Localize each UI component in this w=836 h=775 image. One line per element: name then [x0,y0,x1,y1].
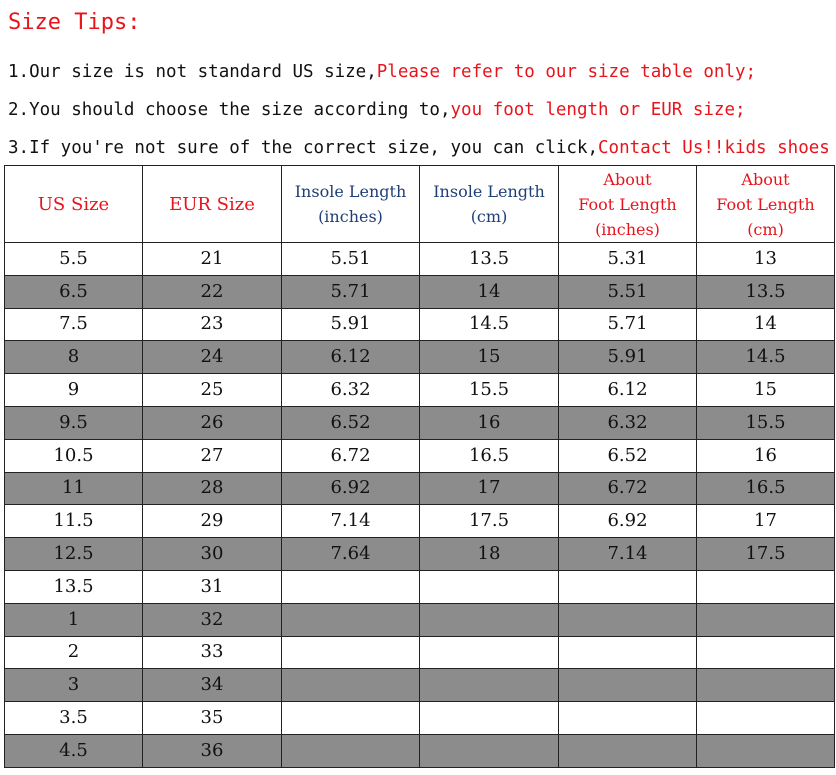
table-cell [697,570,835,603]
page-title: Size Tips: [8,10,141,35]
table-cell [420,570,559,603]
table-cell [282,702,420,735]
table-row [5,603,835,636]
table-cell: 16 [697,439,835,472]
table-cell [420,636,559,669]
table-cell [697,603,835,636]
table-cell: 10.5 [5,439,143,472]
table-cell: 15 [697,374,835,407]
table-cell: 5.51 [559,275,697,308]
table-cell [282,570,420,603]
table-cell: 7.14 [282,505,420,538]
table-row [5,374,835,407]
table-cell: 17.5 [420,505,559,538]
table-cell: 16.5 [420,439,559,472]
table-cell: 5.51 [282,243,420,276]
table-cell [420,734,559,767]
table-cell [559,603,697,636]
table-cell: 13 [697,243,835,276]
table-cell [282,636,420,669]
tip-1-highlight: Please refer to our size table only; [376,62,757,82]
tip-3 [8,138,830,158]
table-cell: 14 [697,308,835,341]
table-row [5,669,835,702]
header-insole-cm: Insole Length (cm) [420,166,559,243]
table-cell: 26 [143,406,282,439]
table-cell: 18 [420,538,559,571]
table-cell: 2 [5,636,143,669]
table-row [5,505,835,538]
table-cell: 35 [143,702,282,735]
table-cell: 7.64 [282,538,420,571]
table-cell: 15.5 [697,406,835,439]
table-cell: 36 [143,734,282,767]
table-cell: 34 [143,669,282,702]
table-cell: 6.52 [282,406,420,439]
table-row [5,538,835,571]
table-cell [282,669,420,702]
table-cell: 3 [5,669,143,702]
table-cell: 17.5 [697,538,835,571]
table-cell: 11.5 [5,505,143,538]
table-cell: 7.5 [5,308,143,341]
table-cell: 6.12 [282,341,420,374]
table-cell: 13.5 [420,243,559,276]
table-cell: 5.91 [559,341,697,374]
header-foot-inches: About Foot Length (inches) [559,166,697,243]
table-row [5,439,835,472]
table-cell: 32 [143,603,282,636]
header-foot-cm: About Foot Length (cm) [697,166,835,243]
table-row [5,275,835,308]
table-body [5,243,835,768]
table-cell: 8 [5,341,143,374]
table-cell: 9.5 [5,406,143,439]
table-cell [420,603,559,636]
table-cell: 17 [420,472,559,505]
table-cell: 6.72 [559,472,697,505]
table-cell [559,734,697,767]
table-cell: 5.71 [282,275,420,308]
tip-1-text: 1.Our size is not standard US size, [8,62,377,82]
table-cell [559,702,697,735]
table-cell: 5.91 [282,308,420,341]
table-cell: 6.5 [5,275,143,308]
table-cell: 6.92 [559,505,697,538]
tip-3-text: 3.If you're not sure of the correct size, you can click, [8,138,599,158]
table-row [5,570,835,603]
table-cell: 28 [143,472,282,505]
table-row [5,341,835,374]
tip-3-highlight[interactable]: Contact Us!!kids shoes [598,138,830,158]
table-cell: 4.5 [5,734,143,767]
table-cell: 5.71 [559,308,697,341]
header-insole-inches: Insole Length (inches) [282,166,420,243]
table-row [5,243,835,276]
table-cell [420,702,559,735]
table-cell: 6.32 [559,406,697,439]
table-cell [420,669,559,702]
table-cell [697,734,835,767]
table-row [5,734,835,767]
table-cell: 3.5 [5,702,143,735]
table-cell: 27 [143,439,282,472]
table-cell: 22 [143,275,282,308]
table-row [5,308,835,341]
table-cell: 6.72 [282,439,420,472]
table-cell: 7.14 [559,538,697,571]
table-cell [282,603,420,636]
table-cell: 25 [143,374,282,407]
table-cell: 15.5 [420,374,559,407]
table-row [5,472,835,505]
table-cell: 16.5 [697,472,835,505]
table-cell: 6.52 [559,439,697,472]
table-cell [559,570,697,603]
table-cell: 30 [143,538,282,571]
table-cell: 23 [143,308,282,341]
table-cell: 12.5 [5,538,143,571]
table-cell: 33 [143,636,282,669]
table-cell: 24 [143,341,282,374]
table-cell: 5.31 [559,243,697,276]
header-us-size: US Size [5,166,143,243]
tip-2 [8,100,746,120]
table-row [5,636,835,669]
table-cell: 13.5 [5,570,143,603]
table-cell: 1 [5,603,143,636]
table-cell: 6.32 [282,374,420,407]
table-row [5,702,835,735]
table-cell [559,636,697,669]
table-cell: 11 [5,472,143,505]
table-cell: 6.12 [559,374,697,407]
tip-2-text: 2.You should choose the size according to, [8,100,451,120]
tip-1 [8,62,756,82]
table-cell [697,702,835,735]
table-cell: 5.5 [5,243,143,276]
table-cell [697,669,835,702]
table-cell: 14 [420,275,559,308]
table-cell: 6.92 [282,472,420,505]
table-cell [282,734,420,767]
table-cell: 31 [143,570,282,603]
table-cell: 9 [5,374,143,407]
table-cell [559,669,697,702]
table-cell: 13.5 [697,275,835,308]
table-row [5,406,835,439]
table-cell: 17 [697,505,835,538]
table-cell: 29 [143,505,282,538]
tip-2-highlight: you foot length or EUR size; [450,100,746,120]
table-cell: 14.5 [420,308,559,341]
table-header-row [5,166,835,243]
header-eur-size: EUR Size [143,166,282,243]
table-cell: 15 [420,341,559,374]
table-cell: 21 [143,243,282,276]
table-cell [697,636,835,669]
table-cell: 16 [420,406,559,439]
size-table [4,165,835,768]
table-cell: 14.5 [697,341,835,374]
